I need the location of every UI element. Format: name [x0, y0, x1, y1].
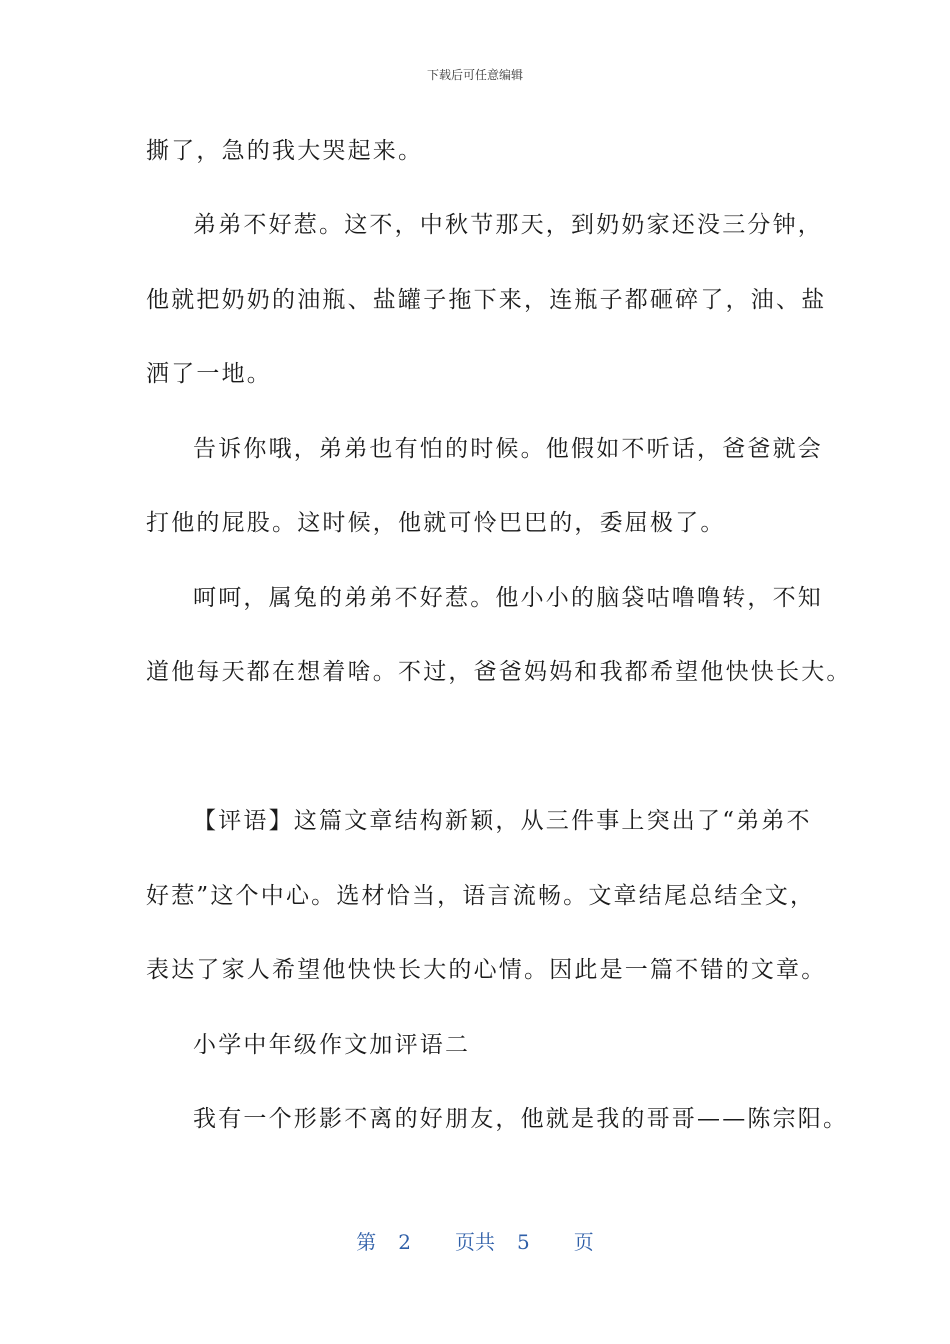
review-line-2: 好惹”这个中心。选材恰当，语言流畅。文章结尾总结全文， [146, 883, 816, 909]
footer-total-pages: 5 [517, 1230, 530, 1254]
body-line-4: 洒了一地。 [146, 361, 272, 387]
body-line-6: 打他的屁股。这时候，他就可怜巴巴的，委屈极了。 [146, 510, 726, 536]
body-line-1: 撕了，急的我大哭起来。 [146, 138, 424, 164]
footer-middle: 页共 [455, 1230, 495, 1254]
body-line-8: 道他每天都在想着啥。不过，爸爸妈妈和我都希望他快快长大。 [146, 659, 852, 685]
footer-current-page: 2 [398, 1230, 411, 1254]
body-line-5: 告诉你哦，弟弟也有怕的时候。他假如不听话，爸爸就会 [193, 436, 823, 462]
body-line-2: 弟弟不好惹。这不，中秋节那天，到奶奶家还没三分钟， [193, 212, 823, 238]
footer-suffix: 页 [573, 1230, 594, 1254]
footer-prefix: 第 [356, 1230, 377, 1254]
page-footer [0, 1226, 950, 1255]
page-header: 下载后可任意编辑 [426, 68, 523, 82]
body-line-last: 我有一个形影不离的好朋友，他就是我的哥哥——陈宗阳。 [193, 1106, 849, 1132]
section-title: 小学中年级作文加评语二 [193, 1032, 471, 1058]
body-line-7: 呵呵，属兔的弟弟不好惹。他小小的脑袋咕噜噜转，不知 [193, 585, 823, 611]
review-line-1: 【评语】这篇文章结构新颖，从三件事上突出了“弟弟不 [193, 808, 812, 834]
review-line-3: 表达了家人希望他快快长大的心情。因此是一篇不错的文章。 [146, 957, 827, 983]
body-line-3: 他就把奶奶的油瓶、盐罐子拖下来，连瓶子都砸碎了，油、盐 [146, 287, 827, 313]
